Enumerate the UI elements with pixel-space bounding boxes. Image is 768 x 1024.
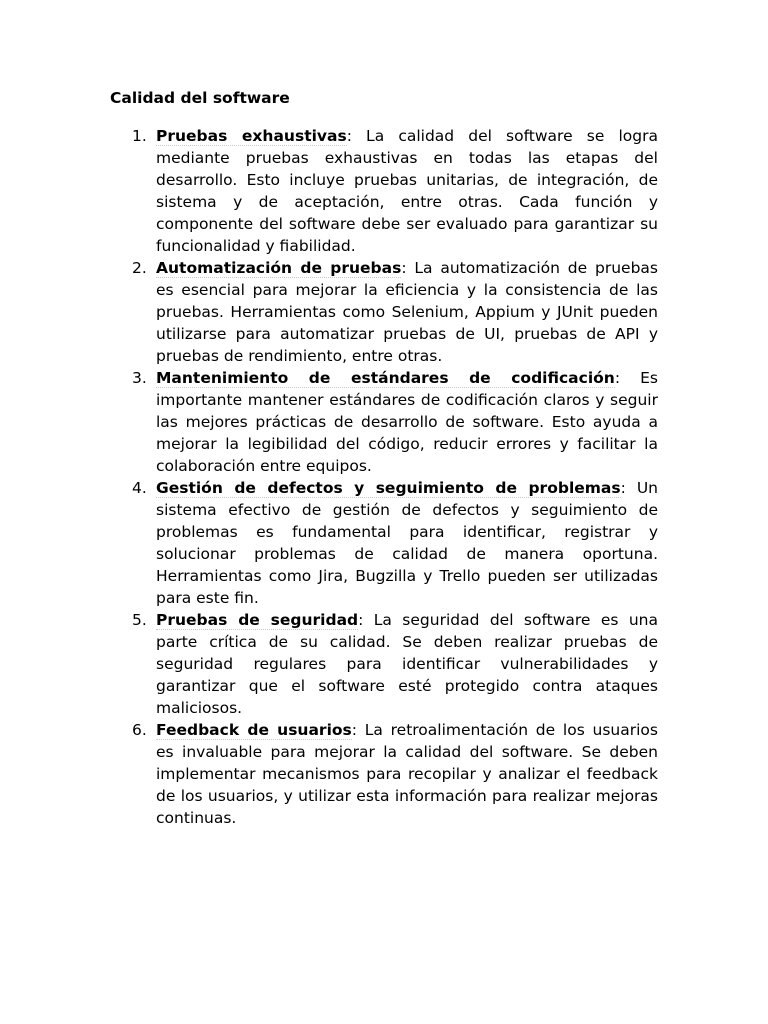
numbered-list: [110, 125, 658, 829]
list-item: [110, 125, 658, 257]
list-item-text: Un sistema efectivo de gestión de defectos y seguimiento de problemas es fundamental para identificar, registrar y solucionar problemas de calidad de manera oportuna. Herramientas como Jira, Bugzilla y Trello pueden ser utilizadas para este fin.: [156, 479, 658, 607]
list-item-text: Es importante mantener estándares de codificación claros y seguir las mejores prácticas de desarrollo de software. Esto ayuda a mejorar la legibilidad del código, reducir errores y facilitar la colaboración entre equipos.: [156, 369, 659, 475]
list-item-number: 2.: [132, 259, 147, 277]
list-item-separator: :: [620, 479, 626, 497]
list-item-heading: Pruebas de seguridad: [156, 611, 359, 629]
list-item-heading: Gestión de defectos y seguimiento de problemas: [156, 479, 621, 497]
list-item-text: La automatización de pruebas es esencial para mejorar la eficiencia y la consistencia de las pruebas. Herramientas como Selenium, Appium y JUnit pueden utilizarse para automatizar pruebas de UI, pruebas de API y pruebas de rendimiento, entre otras.: [156, 259, 658, 365]
list-item: [110, 719, 658, 829]
document-title: Calidad del software: [110, 89, 290, 107]
list-item-number: 6.: [132, 721, 147, 739]
list-item: [110, 609, 658, 719]
list-item-heading: Pruebas exhaustivas: [156, 127, 347, 145]
list-item-heading: Automatización de pruebas: [156, 259, 402, 277]
list-item-text: La seguridad del software es una parte crítica de su calidad. Se deben realizar pruebas de seguridad regulares para identificar vulnerabilidades y garantizar que el software esté protegido contra ataques maliciosos.: [156, 611, 658, 717]
list-item: [110, 367, 658, 477]
list-item-text: La retroalimentación de los usuarios es invaluable para mejorar la calidad del software. Se deben implementar mecanismos para recopilar y analizar el feedback de los usuarios, y utilizar esta información para realizar mejoras continuas.: [156, 721, 658, 827]
list-item: [110, 477, 658, 609]
list-item-separator: :: [614, 369, 621, 387]
list-item-number: 5.: [132, 611, 147, 629]
list-item-text: La calidad del software se logra mediante pruebas exhaustivas en todas las etapas del desarrollo. Esto incluye pruebas unitarias, de integración, de sistema y de aceptación, entre otras. Cada función y componente del software debe ser evaluado para garantizar su funcionalidad y fiabilidad.: [156, 127, 658, 255]
list-item-separator: :: [358, 611, 364, 629]
list-item: [110, 257, 658, 367]
list-item-number: 4.: [132, 479, 147, 497]
list-item-separator: :: [346, 127, 352, 145]
list-item-heading: Mantenimiento de estándares de codificación: [156, 369, 615, 387]
list-item-separator: :: [401, 259, 407, 277]
list-item-heading: Feedback de usuarios: [156, 721, 352, 739]
list-item-number: 1.: [132, 127, 147, 145]
list-item-number: 3.: [132, 369, 147, 387]
list-item-separator: :: [351, 721, 357, 739]
